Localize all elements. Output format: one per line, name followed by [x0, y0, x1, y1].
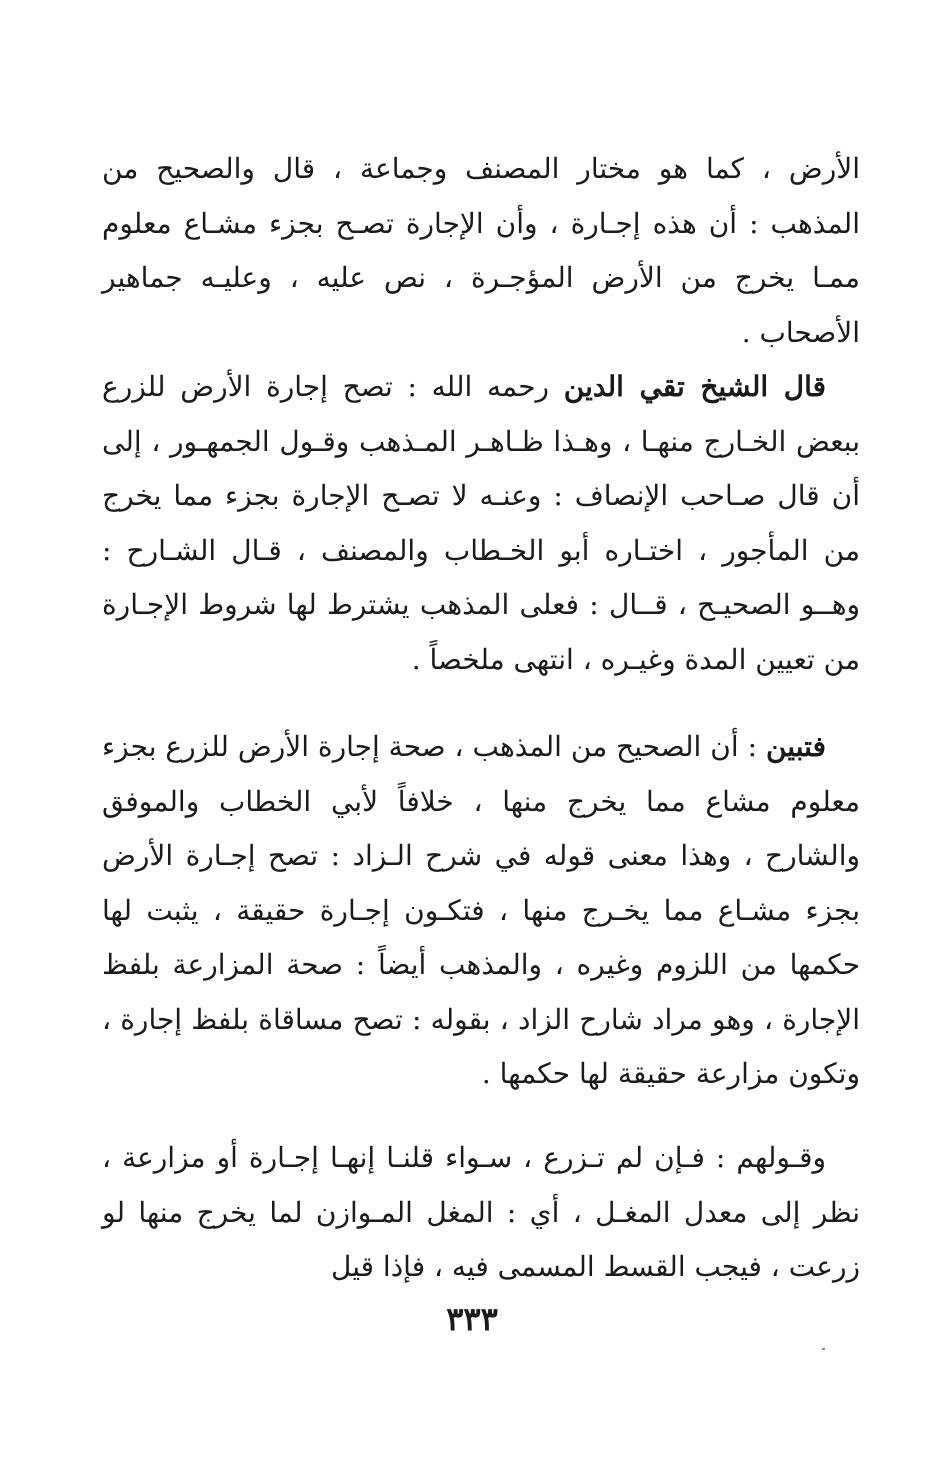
paragraph-4-text: وقـولهم : فـإن لم تـزرع ، سـواء قلنـا إنهـا إجـارة أو مزارعة ، نظر إلى معدل المغـل ، أي : المغل المـوازن لما يخرج منها لو زرعت ، فيجب القسط المسمى فيه ، فإذا قيل [102, 1141, 860, 1283]
paragraph-3-lead: فتبين [765, 730, 826, 763]
paragraph-1 [102, 142, 860, 360]
paragraph-1-text: الأرض ، كما هو مختار المصنف وجماعة ، قال والصحيح من المذهب : أن هذه إجـارة ، وأن الإجارة تصـح بجزء مشـاع معلوم ممـا يخرج من الأرض المؤجـرة ، نص عليه ، وعليـه جماهير الأصحاب . [102, 152, 860, 349]
paragraph-3-body [102, 720, 860, 1102]
page-number: ٣٣٣ [446, 1300, 498, 1338]
paragraph-3 [102, 720, 860, 1102]
paragraph-2 [102, 360, 860, 687]
paragraph-4 [102, 1131, 860, 1295]
paragraph-2-body [102, 360, 860, 687]
paragraph-2-text: رحمه الله : تصح إجارة الأرض للزرع ببعض الخـارج منهـا ، وهـذا ظـاهـر المـذهب وقـول الجمهـور ، إلى أن قال صـاحب الإنصاف : وعنـه لا تصـح الإجارة بجزء مما يخرج من المأجور ، اختـاره أبو الخـطاب والمصنف ، قـال الشـارح : وهــو الصحيـح ، قــال : فعلى المذهب يشترط لها شروط الإجـارة من تعيين المدة وغيـره ، انتهى ملخصاً . [102, 370, 860, 676]
paragraph-2-lead: قال الشيخ تقي الدين [563, 370, 826, 403]
paragraph-3-text: : أن الصحيح من المذهب ، صحة إجارة الأرض للزرع بجزء معلوم مشاع مما يخرج منها ، خلافاً لأبي الخطاب والموفق والشارح ، وهذا معنى قوله في شرح الـزاد : تصح إجـارة الأرض بجزء مشـاع مما يخـرج منها ، فتكـون إجـارة حقيقة ، يثبت لها حكمها من اللزوم وغيره ، والمذهب أيضاً : صحة المزارعة بلفظ الإجارة ، وهو مراد شارح الزاد ، بقوله : تصح مساقاة بلفظ إجارة ، وتكون مزارعة حقيقة لها حكمها . [102, 730, 860, 1090]
scan-speck [822, 1348, 825, 1350]
